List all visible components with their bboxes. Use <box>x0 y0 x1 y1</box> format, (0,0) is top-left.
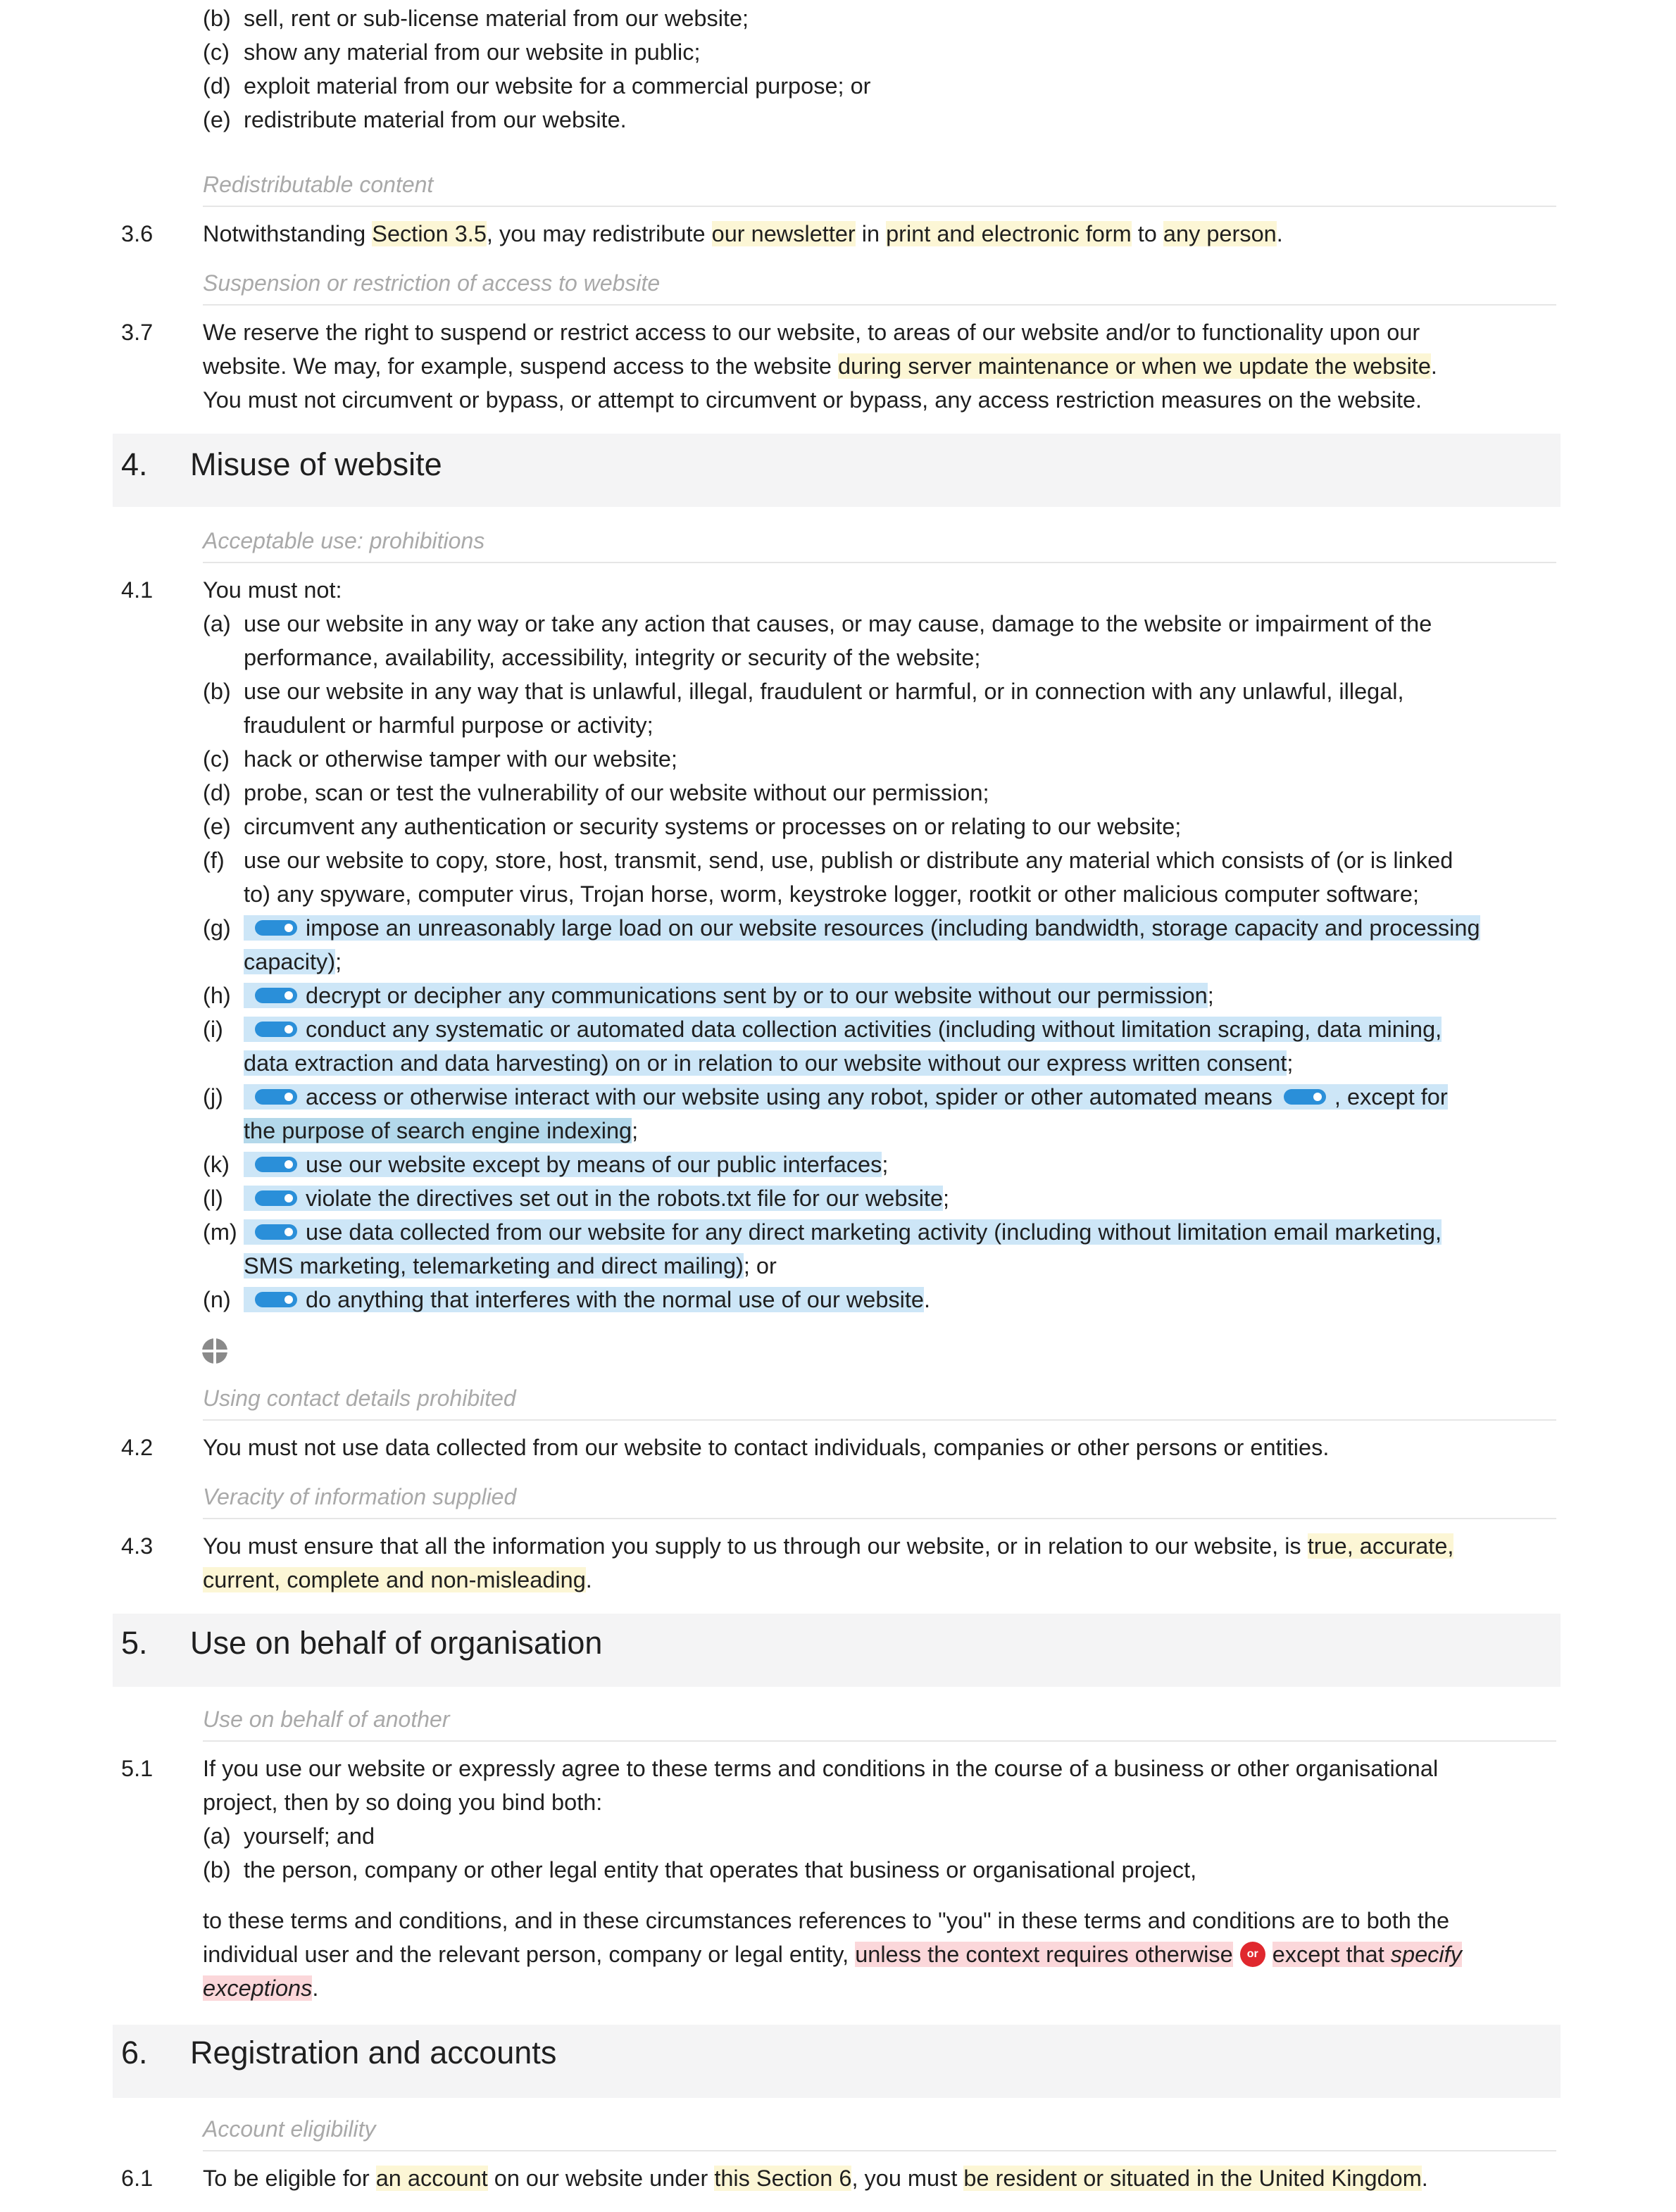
list-marker: (b) <box>203 679 231 704</box>
variable-field[interactable]: be resident or situated in the United Kingdom <box>963 2166 1422 2191</box>
list-item: to) any spyware, computer virus, Trojan horse, worm, keystroke logger, rootkit or other malicious computer software; <box>244 881 1419 907</box>
toggle-switch[interactable] <box>255 988 297 1003</box>
clause-hint: Account eligibility <box>203 2116 376 2142</box>
move-handle-icon[interactable] <box>201 1338 228 1364</box>
optional-item: capacity); <box>244 949 342 974</box>
clause-text: project, then by so doing you bind both: <box>203 1790 603 1815</box>
alternative-option[interactable]: unless the context requires otherwise <box>855 1942 1233 1967</box>
clause-text: website. We may, for example, suspend access to the website during server maintenance or when we update the website. <box>203 353 1437 379</box>
list-marker: (d) <box>203 73 231 99</box>
variable-field[interactable]: our newsletter <box>711 221 856 246</box>
list-marker: (i) <box>203 1017 223 1042</box>
divider <box>203 304 1556 306</box>
toggle-switch[interactable] <box>255 1157 297 1172</box>
list-marker: (c) <box>203 746 230 772</box>
optional-item: conduct any systematic or automated data collection activities (including without limitation scraping, data mining, <box>244 1012 1442 1046</box>
clause-text: You must not circumvent or bypass, or attempt to circumvent or bypass, any access restriction measures on the website. <box>203 387 1422 413</box>
list-marker: (h) <box>203 983 231 1008</box>
clause-number: 4.3 <box>121 1533 154 1559</box>
list-marker: (l) <box>203 1186 223 1211</box>
variable-field[interactable]: an account <box>375 2166 488 2191</box>
clause-text: You must not: <box>203 577 342 603</box>
list-marker: (c) <box>203 39 230 65</box>
clause-hint: Using contact details prohibited <box>203 1385 516 1411</box>
optional-item: violate the directives set out in the robots.txt file for our website; <box>244 1181 949 1215</box>
optional-item: use data collected from our website for any direct marketing activity (including without limitation email marketing, <box>244 1215 1442 1249</box>
section-reference[interactable]: this Section 6 <box>714 2166 852 2191</box>
alternative-option[interactable]: except that specify <box>1272 1942 1462 1967</box>
list-item: sell, rent or sub-license material from our website; <box>244 6 749 31</box>
variable-field[interactable]: during server maintenance or when we update the website <box>838 353 1431 379</box>
list-marker: (a) <box>203 1823 231 1849</box>
list-marker: (f) <box>203 848 225 873</box>
list-marker: (k) <box>203 1152 230 1177</box>
clause-text: current, complete and non-misleading. <box>203 1567 592 1592</box>
variable-field[interactable]: print and electronic form <box>886 221 1132 246</box>
section-heading-title: Registration and accounts <box>190 2035 557 2070</box>
section-heading-number: 4. <box>121 446 148 482</box>
or-badge[interactable]: or <box>1240 1942 1265 1967</box>
divider <box>203 1419 1556 1421</box>
variable-field[interactable]: any person <box>1163 221 1277 246</box>
clause-text: exceptions. <box>203 1975 319 2001</box>
variable-field[interactable]: true, accurate, <box>1307 1533 1454 1559</box>
optional-item: the purpose of search engine indexing; <box>244 1118 639 1143</box>
list-marker: (d) <box>203 780 231 805</box>
clause-text: If you use our website or expressly agree to these terms and conditions in the course of a business or other organisational <box>203 1756 1439 1781</box>
list-item: probe, scan or test the vulnerability of our website without our permission; <box>244 780 989 805</box>
clause-text: To be eligible for an account on our website under this Section 6, you must be resident or situated in the United Kingdom. <box>203 2166 1428 2191</box>
divider <box>203 206 1556 207</box>
section-heading-title: Use on behalf of organisation <box>190 1625 603 1661</box>
list-marker: (a) <box>203 611 231 636</box>
clause-text: Notwithstanding Section 3.5, you may redistribute our newsletter in print and electronic form to any person. <box>203 221 1283 246</box>
optional-item: data extraction and data harvesting) on or in relation to our website without our express written consent; <box>244 1050 1294 1076</box>
toggle-switch[interactable] <box>1284 1089 1326 1105</box>
clause-text: individual user and the relevant person, company or legal entity, unless the context requires otherwise or except that specify <box>203 1942 1462 1967</box>
toggle-switch[interactable] <box>255 1190 297 1206</box>
clause-text: to these terms and conditions, and in these circumstances references to "you" in these terms and conditions are to both the <box>203 1908 1450 1933</box>
list-marker: (j) <box>203 1084 223 1110</box>
clause-text: We reserve the right to suspend or restrict access to our website, to areas of our website and/or to functionality upon our <box>203 320 1420 345</box>
clause-number: 6.1 <box>121 2166 154 2191</box>
clause-hint: Redistributable content <box>203 172 434 197</box>
section-heading-number: 6. <box>121 2035 148 2070</box>
section-reference[interactable]: Section 3.5 <box>372 221 487 246</box>
divider <box>203 1518 1556 1519</box>
variable-field[interactable]: current, complete and non-misleading <box>203 1567 586 1592</box>
toggle-switch[interactable] <box>255 920 297 936</box>
list-item: performance, availability, accessibility, integrity or security of the website; <box>244 645 981 670</box>
optional-item: impose an unreasonably large load on our website resources (including bandwidth, storage capacity and processing <box>244 911 1480 945</box>
list-marker: (n) <box>203 1287 231 1312</box>
clause-hint: Veracity of information supplied <box>203 1484 517 1509</box>
optional-item: do anything that interferes with the normal use of our website. <box>244 1283 930 1316</box>
optional-item: use our website except by means of our public interfaces; <box>244 1148 888 1181</box>
list-item: fraudulent or harmful purpose or activity; <box>244 712 653 738</box>
clause-hint: Acceptable use: prohibitions <box>203 528 485 553</box>
list-item: yourself; and <box>244 1823 375 1849</box>
divider <box>203 2150 1556 2151</box>
clause-hint: Use on behalf of another <box>203 1707 450 1732</box>
list-item: use our website in any way or take any action that causes, or may cause, damage to the website or impairment of the <box>244 611 1432 636</box>
section-heading-number: 5. <box>121 1625 148 1661</box>
toggle-switch[interactable] <box>255 1022 297 1037</box>
optional-item: SMS marketing, telemarketing and direct mailing); or <box>244 1253 777 1278</box>
divider <box>203 1740 1556 1742</box>
clause-text: You must ensure that all the information you supply to us through our website, or in relation to our website, is true, accurate, <box>203 1533 1454 1559</box>
toggle-switch[interactable] <box>255 1224 297 1240</box>
list-marker: (b) <box>203 1857 231 1883</box>
clause-hint: Suspension or restriction of access to website <box>203 270 661 296</box>
list-item: circumvent any authentication or security systems or processes on or relating to our website; <box>244 814 1182 839</box>
divider <box>203 562 1556 563</box>
list-item: use our website to copy, store, host, transmit, send, use, publish or distribute any material which consists of (or is linked <box>244 848 1453 873</box>
list-item: show any material from our website in public; <box>244 39 701 65</box>
list-item: redistribute material from our website. <box>244 107 627 132</box>
placeholder-field[interactable]: exceptions <box>203 1975 313 2001</box>
clause-number: 4.2 <box>121 1435 154 1460</box>
section-heading-title: Misuse of website <box>190 446 442 482</box>
list-marker: (b) <box>203 6 231 31</box>
list-marker: (e) <box>203 107 231 132</box>
list-item: the person, company or other legal entity that operates that business or organisational project, <box>244 1857 1197 1883</box>
clause-number: 5.1 <box>121 1756 154 1781</box>
clause-number: 3.7 <box>121 320 154 345</box>
list-marker: (e) <box>203 814 231 839</box>
clause-text: You must not use data collected from our website to contact individuals, companies or other persons or entities. <box>203 1435 1330 1460</box>
toggle-switch[interactable] <box>255 1292 297 1307</box>
clause-number: 4.1 <box>121 577 154 603</box>
optional-item: access or otherwise interact with our website using any robot, spider or other automated means , except for <box>244 1080 1448 1114</box>
list-marker: (m) <box>203 1219 237 1245</box>
list-item: exploit material from our website for a commercial purpose; or <box>244 73 871 99</box>
list-item: hack or otherwise tamper with our website; <box>244 746 677 772</box>
toggle-switch[interactable] <box>255 1089 297 1105</box>
list-marker: (g) <box>203 915 231 941</box>
clause-number: 3.6 <box>121 221 154 246</box>
list-item: use our website in any way that is unlawful, illegal, fraudulent or harmful, or in connection with any unlawful, illegal, <box>244 679 1404 704</box>
optional-item: decrypt or decipher any communications sent by or to our website without our permission; <box>244 979 1214 1012</box>
